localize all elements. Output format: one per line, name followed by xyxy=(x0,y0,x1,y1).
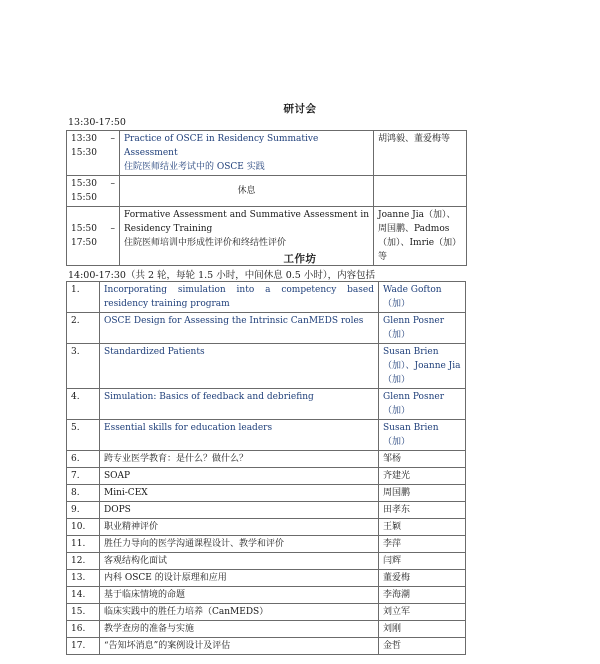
workshop-topic: Simulation: Basics of feedback and debriefing xyxy=(100,389,379,420)
speaker-cell: 胡鸿毅、董爱梅等 xyxy=(374,131,467,176)
table-row xyxy=(67,176,467,207)
workshop-speaker: 金哲 xyxy=(379,638,466,655)
workshop-title: 工作坊 xyxy=(283,253,317,265)
workshop-topic: DOPS xyxy=(100,502,379,519)
table-row xyxy=(67,536,466,553)
row-number: 15. xyxy=(67,604,100,621)
row-number: 9. xyxy=(67,502,100,519)
workshop-speaker: Glenn Posner（加） xyxy=(379,313,466,344)
workshop-speaker: 闫辉 xyxy=(379,553,466,570)
workshop-topic: 跨专业医学教育：是什么？做什么？ xyxy=(100,451,379,468)
speaker-cell: Joanne Jia（加）、周国鹏、Padmos（加）、Imrie（加）等 xyxy=(374,207,467,266)
workshop-topic: “告知坏消息”的案例设计及评估 xyxy=(100,638,379,655)
session-cell xyxy=(120,131,374,176)
table-row xyxy=(67,451,466,468)
workshop-table xyxy=(66,281,466,655)
dash: – xyxy=(110,224,115,234)
workshop-topic: Essential skills for education leaders xyxy=(100,420,379,451)
time-cell xyxy=(67,131,120,176)
session-title-en: Formative Assessment and Summative Assessment in Residency Training xyxy=(124,210,369,234)
table-row xyxy=(67,519,466,536)
workshop-speaker: 田孝东 xyxy=(379,502,466,519)
row-number: 5. xyxy=(67,420,100,451)
workshop-speaker: 邹杨 xyxy=(379,451,466,468)
workshop-topic: 基于临床情境的命题 xyxy=(100,587,379,604)
table-row xyxy=(67,282,466,313)
row-number: 6. xyxy=(67,451,100,468)
workshop-speaker: 刘刚 xyxy=(379,621,466,638)
workshop-speaker: 齐建光 xyxy=(379,468,466,485)
seminar-time-range: 13:30-17:50 xyxy=(68,117,126,128)
workshop-topic: OSCE Design for Assessing the Intrinsic CanMEDS roles xyxy=(100,313,379,344)
table-row xyxy=(67,420,466,451)
row-number: 7. xyxy=(67,468,100,485)
table-row xyxy=(67,389,466,420)
row-number: 2. xyxy=(67,313,100,344)
workshop-topic: 临床实践中的胜任力培养（CanMEDS） xyxy=(100,604,379,621)
table-row xyxy=(67,553,466,570)
workshop-description: 14:00-17:30（共 2 轮，每轮 1.5 小时，中间休息 0.5 小时），内容包括 xyxy=(68,270,376,281)
row-number: 17. xyxy=(67,638,100,655)
workshop-speaker: Susan Brien（加） xyxy=(379,420,466,451)
workshop-speaker: 刘立军 xyxy=(379,604,466,621)
row-number: 3. xyxy=(67,344,100,389)
workshop-topic: SOAP xyxy=(100,468,379,485)
table-row xyxy=(67,587,466,604)
workshop-speaker: 李萍 xyxy=(379,536,466,553)
workshop-speaker: Wade Gofton（加） xyxy=(379,282,466,313)
workshop-topic: 客观结构化面试 xyxy=(100,553,379,570)
break-cell: 休息 xyxy=(120,176,374,207)
row-number: 10. xyxy=(67,519,100,536)
workshop-speaker: 董爱梅 xyxy=(379,570,466,587)
row-number: 4. xyxy=(67,389,100,420)
row-number: 1. xyxy=(67,282,100,313)
end-time: 15:30 xyxy=(71,148,97,158)
table-row xyxy=(67,131,467,176)
table-row xyxy=(67,344,466,389)
workshop-speaker: 周国鹏 xyxy=(379,485,466,502)
start-time: 13:30 xyxy=(71,134,97,144)
session-title-zh: 住院医师结业考试中的 OSCE 实践 xyxy=(124,162,265,172)
dash: – xyxy=(110,179,115,189)
table-row xyxy=(67,313,466,344)
row-number: 14. xyxy=(67,587,100,604)
workshop-topic: 职业精神评价 xyxy=(100,519,379,536)
row-number: 13. xyxy=(67,570,100,587)
row-number: 16. xyxy=(67,621,100,638)
dash: – xyxy=(110,134,115,144)
workshop-topic: 教学查房的准备与实施 xyxy=(100,621,379,638)
table-row xyxy=(67,621,466,638)
time-cell xyxy=(67,176,120,207)
workshop-topic: Standardized Patients xyxy=(100,344,379,389)
workshop-speaker: 李海潮 xyxy=(379,587,466,604)
end-time: 17:50 xyxy=(71,238,97,248)
speaker-cell xyxy=(374,176,467,207)
workshop-topic: Incorporating simulation into a competency based residency training program xyxy=(100,282,379,313)
table-row xyxy=(67,468,466,485)
row-number: 12. xyxy=(67,553,100,570)
workshop-topic: Mini-CEX xyxy=(100,485,379,502)
workshop-speaker: Glenn Posner（加） xyxy=(379,389,466,420)
workshop-topic: 内科 OSCE 的设计原理和应用 xyxy=(100,570,379,587)
workshop-topic: 胜任力导向的医学沟通课程设计、教学和评价 xyxy=(100,536,379,553)
session-title-en: Practice of OSCE in Residency Summative Assessment xyxy=(124,134,319,158)
row-number: 8. xyxy=(67,485,100,502)
table-row xyxy=(67,604,466,621)
table-row xyxy=(67,638,466,655)
table-row xyxy=(67,570,466,587)
start-time: 15:30 xyxy=(71,179,97,189)
workshop-speaker: 王颖 xyxy=(379,519,466,536)
session-title-zh: 住院医师培训中形成性评价和终结性评价 xyxy=(124,238,287,248)
seminar-table xyxy=(66,130,467,266)
start-time: 15:50 xyxy=(71,224,97,234)
workshop-speaker: Susan Brien（加）、Joanne Jia（加） xyxy=(379,344,466,389)
end-time: 15:50 xyxy=(71,193,97,203)
table-row xyxy=(67,485,466,502)
seminar-title: 研讨会 xyxy=(283,103,317,115)
table-row xyxy=(67,502,466,519)
row-number: 11. xyxy=(67,536,100,553)
